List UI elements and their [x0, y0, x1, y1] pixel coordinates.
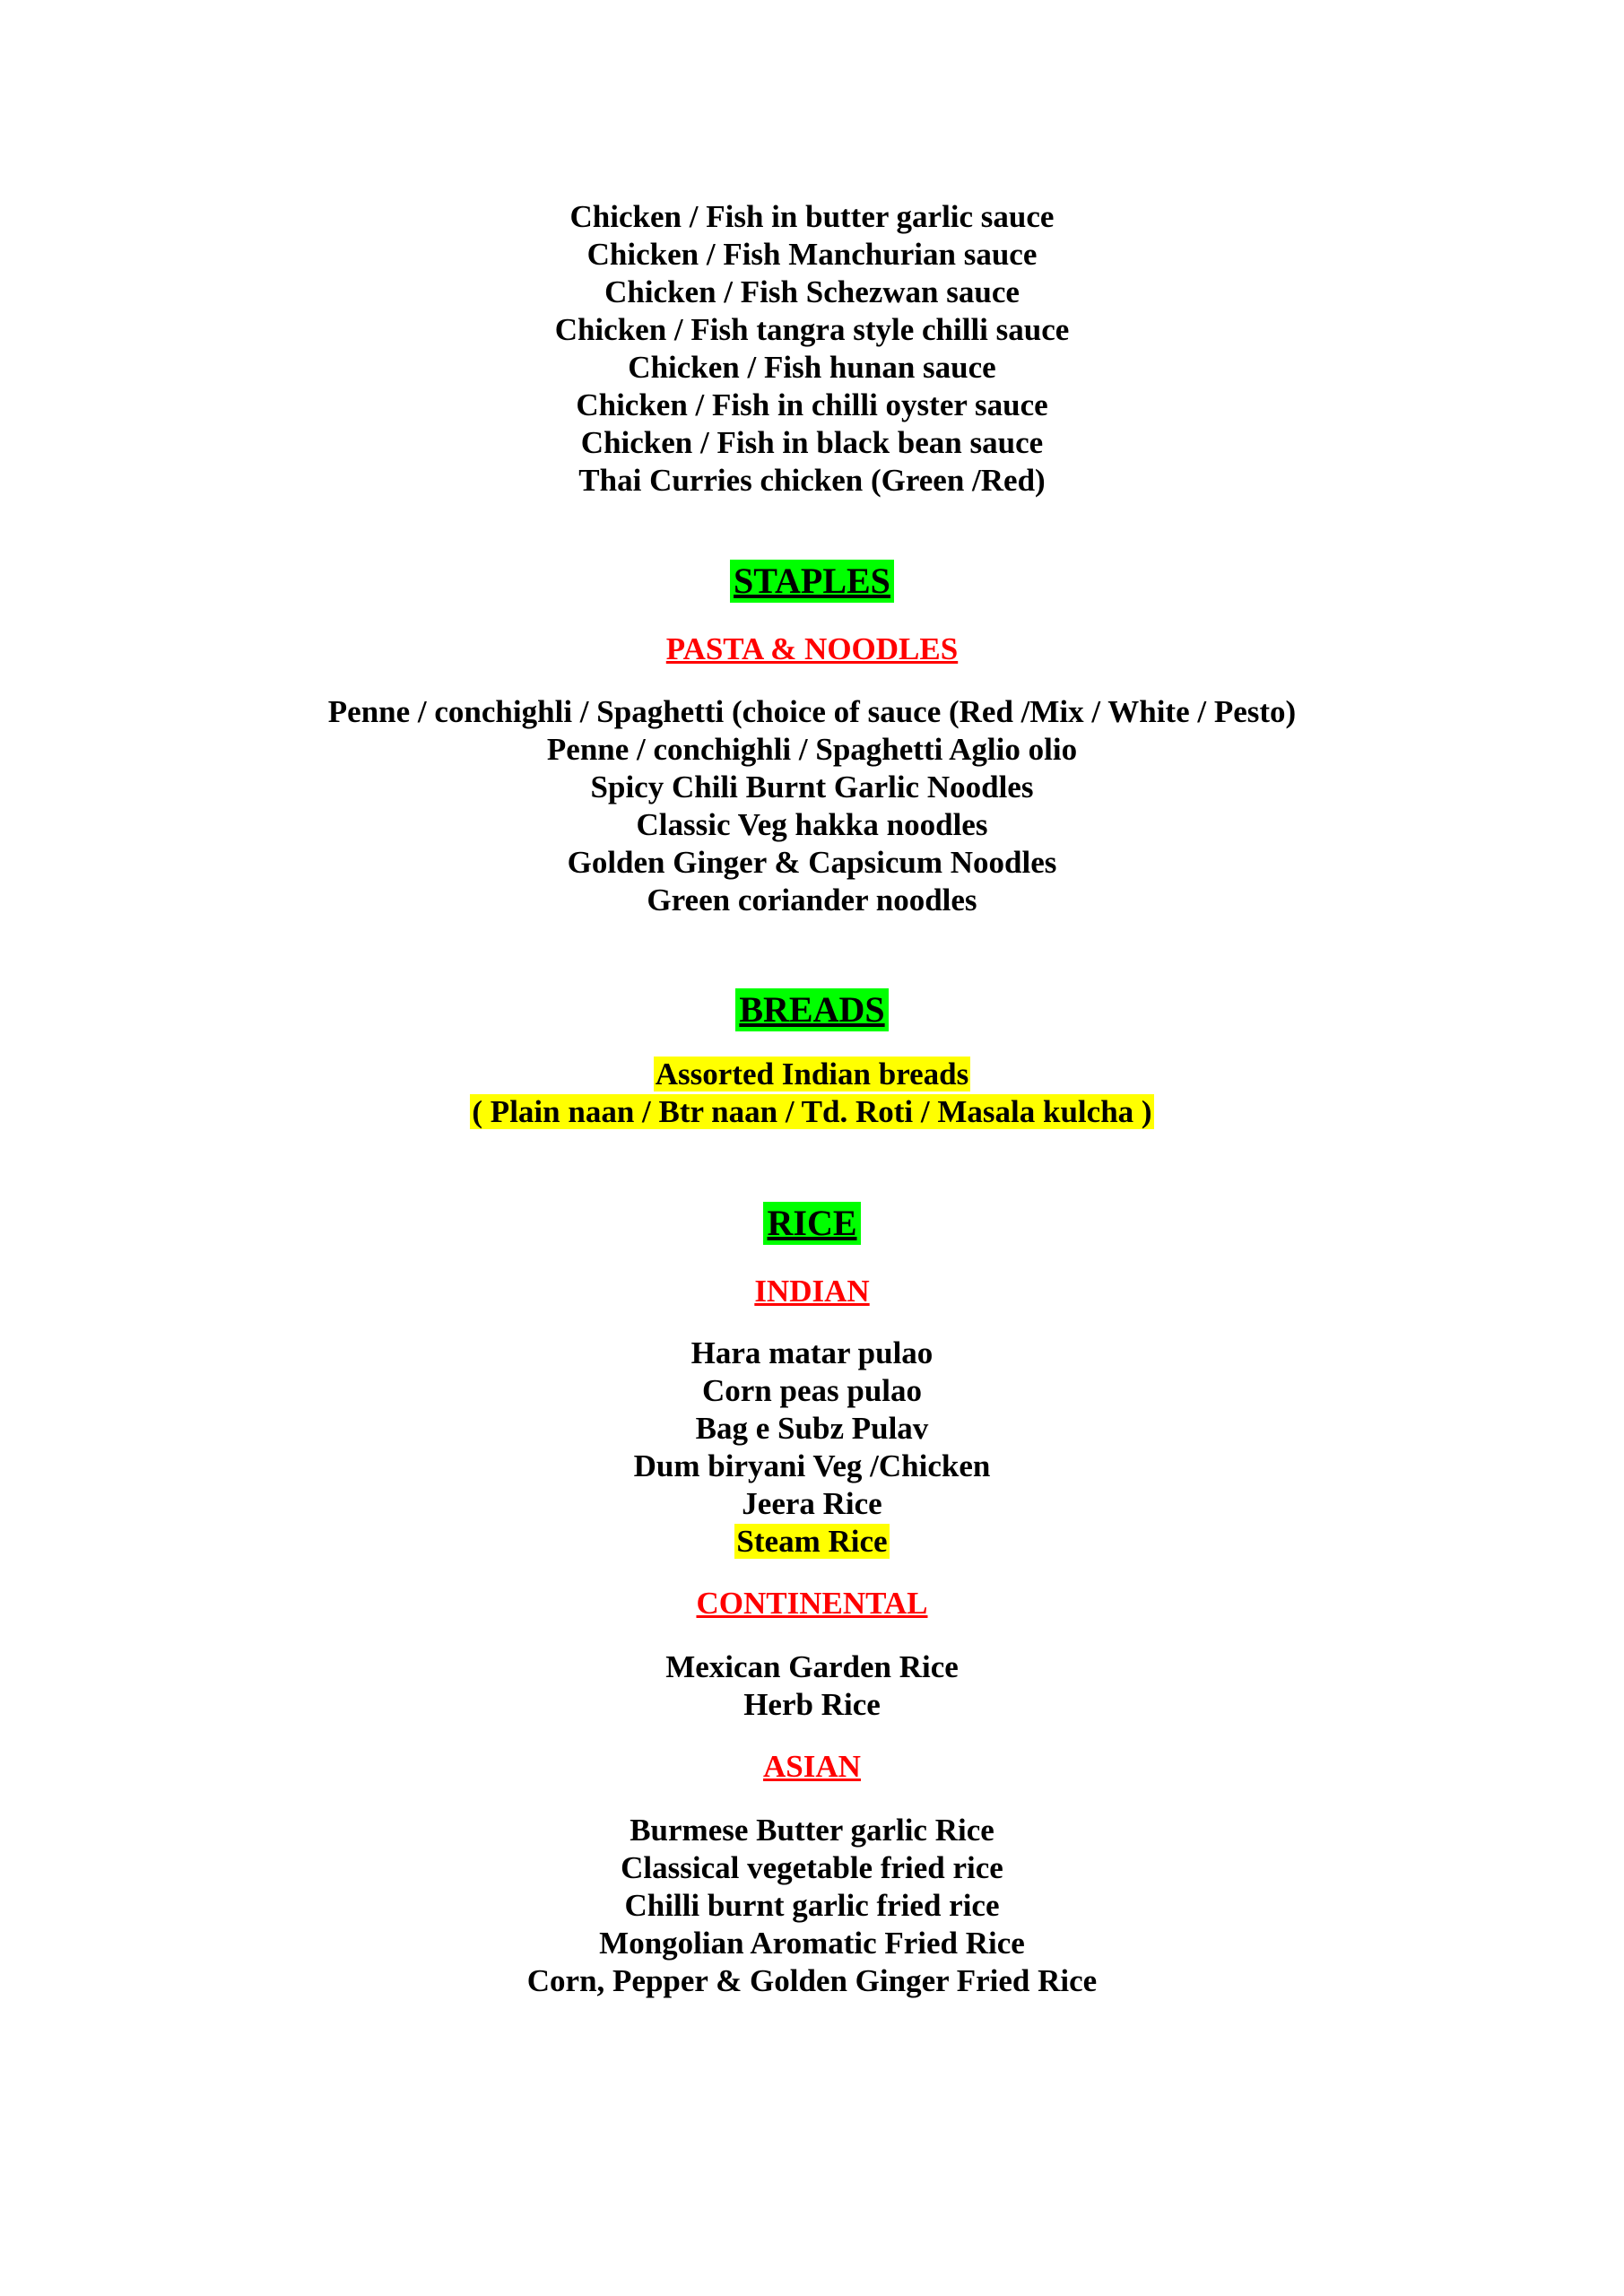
list-item: Spicy Chili Burnt Garlic Noodles: [590, 770, 1034, 804]
list-item: Chicken / Fish in chilli oyster sauce: [576, 387, 1048, 422]
list-item: Corn peas pulao: [701, 1373, 923, 1408]
asian-rice-list: [0, 1812, 1624, 2000]
list-item: Bag e Subz Pulav: [695, 1411, 929, 1446]
indian-rice-list: [0, 1335, 1624, 1561]
subsection-pasta-heading: [0, 631, 1624, 668]
intro-list: [0, 198, 1624, 500]
pasta-list: [0, 693, 1624, 919]
list-item: Chicken / Fish Manchurian sauce: [586, 237, 1038, 272]
subsection-title: CONTINENTAL: [696, 1586, 928, 1621]
section-staples-heading: [0, 560, 1624, 603]
list-item: Burmese Butter garlic Rice: [630, 1813, 994, 1848]
list-item: Chilli burnt garlic fried rice: [624, 1888, 1000, 1923]
list-item: Thai Curries chicken (Green /Red): [578, 463, 1046, 498]
list-item: Penne / conchighli / Spaghetti Aglio olio: [546, 732, 1078, 767]
subsection-continental-heading: [0, 1585, 1624, 1622]
list-item: Classical vegetable fried rice: [621, 1850, 1003, 1885]
breads-list: [0, 1056, 1624, 1131]
highlighted-item: ( Plain naan / Btr naan / Td. Roti / Masala kulcha ): [472, 1094, 1152, 1129]
list-item: Golden Ginger & Capsicum Noodles: [567, 845, 1057, 880]
section-title: STAPLES: [730, 560, 894, 603]
highlighted-item: Steam Rice: [736, 1524, 888, 1559]
section-rice-heading: [0, 1202, 1624, 1245]
list-item: [0, 1523, 1624, 1561]
subsection-title: PASTA & NOODLES: [665, 631, 959, 666]
list-item: Penne / conchighli / Spaghetti (choice of sauce (Red /Mix / White / Pesto): [327, 694, 1297, 729]
list-item: Corn, Pepper & Golden Ginger Fried Rice: [526, 1963, 1098, 1998]
list-item: [0, 1093, 1624, 1131]
highlighted-item: Assorted Indian breads: [655, 1057, 969, 1091]
subsection-indian-heading: [0, 1273, 1624, 1310]
list-item: Mongolian Aromatic Fried Rice: [599, 1926, 1025, 1961]
list-item: [0, 1056, 1624, 1093]
continental-rice-list: [0, 1648, 1624, 1724]
subsection-asian-heading: [0, 1748, 1624, 1786]
list-item: Herb Rice: [743, 1687, 881, 1722]
list-item: Jeera Rice: [742, 1486, 882, 1521]
list-item: Chicken / Fish in butter garlic sauce: [569, 199, 1055, 234]
list-item: Hara matar pulao: [690, 1335, 934, 1370]
section-title: RICE: [763, 1202, 860, 1245]
list-item: Mexican Garden Rice: [665, 1649, 959, 1684]
section-breads-heading: [0, 988, 1624, 1031]
list-item: Chicken / Fish in black bean sauce: [580, 425, 1044, 460]
list-item: Chicken / Fish tangra style chilli sauce: [554, 312, 1070, 347]
list-item: Dum biryani Veg /Chicken: [633, 1448, 991, 1483]
list-item: Chicken / Fish hunan sauce: [628, 350, 996, 385]
section-title: BREADS: [735, 988, 888, 1031]
subsection-title: ASIAN: [763, 1749, 861, 1784]
list-item: Classic Veg hakka noodles: [636, 807, 988, 842]
subsection-title: INDIAN: [754, 1274, 870, 1309]
list-item: Chicken / Fish Schezwan sauce: [604, 274, 1020, 309]
list-item: Green coriander noodles: [647, 883, 977, 918]
